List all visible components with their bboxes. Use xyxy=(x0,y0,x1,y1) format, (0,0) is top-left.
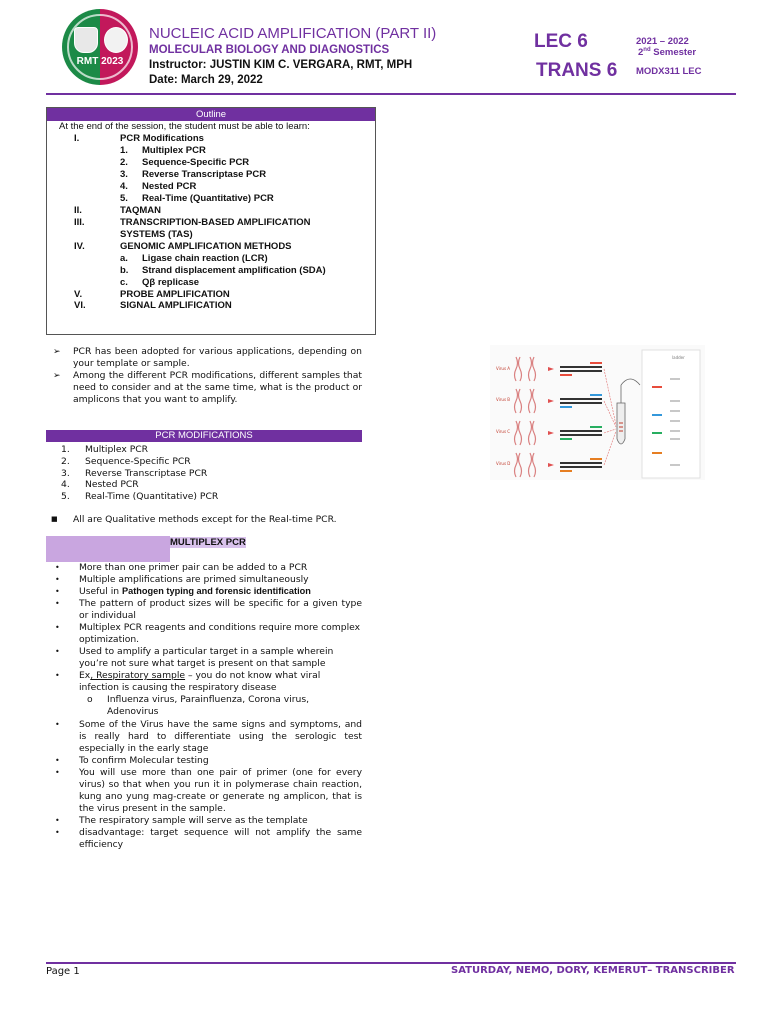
list-item: Multiplex PCR xyxy=(85,444,149,455)
bullet-text: The respiratory sample will serve as the template xyxy=(79,815,308,826)
bullet-icon: • xyxy=(55,575,60,584)
bullet-text: disadvantage: target sequence will not amplify the same efficiency xyxy=(79,827,362,850)
bullet-icon: • xyxy=(55,720,60,729)
row-label: Virus B xyxy=(496,397,511,402)
outline-item: PROBE AMPLIFICATION xyxy=(120,289,230,300)
bullet-text: More than one primer pair can be added to a PCR xyxy=(79,562,308,573)
outline-item: SYSTEMS (TAS) xyxy=(120,229,193,240)
list-num: 1. xyxy=(61,444,70,455)
outline-item: SIGNAL AMPLIFICATION xyxy=(120,300,232,311)
pcr-modifications-header: PCR MODIFICATIONS xyxy=(46,430,362,442)
outline-item: TAQMAN xyxy=(120,205,161,216)
bullet-text: Used to amplify a particular target in a sample wherein you’re not sure what target is present on that sample xyxy=(79,646,334,669)
outline-item: GENOMIC AMPLIFICATION METHODS xyxy=(120,241,292,252)
intro-point: PCR has been adopted for various applications, depending on your template or sample. xyxy=(73,346,362,369)
outline-num: IV. xyxy=(74,241,85,252)
university-seal-icon xyxy=(74,27,98,53)
instructor: Instructor: JUSTIN KIM C. VERGARA, RMT, MPH xyxy=(149,59,413,71)
semester: 2nd Semester xyxy=(638,47,697,59)
list-num: 5. xyxy=(61,491,70,502)
bullet-text: Multiplex PCR reagents and conditions require more complex optimization. xyxy=(79,622,361,645)
outline-num: b. xyxy=(120,265,129,276)
bullet-icon: • xyxy=(55,599,60,608)
section-highlight xyxy=(46,536,170,562)
intro-point: Among the different PCR modifications, different samples that need to consider and at the same time, what is the product or amplicons that you want to amplify. xyxy=(73,370,362,405)
list-item: Reverse Transcriptase PCR xyxy=(85,468,208,479)
footer-divider xyxy=(46,962,736,964)
bullet-icon: • xyxy=(55,587,60,596)
row-label: Virus A xyxy=(496,366,511,371)
outline-num: a. xyxy=(120,253,128,264)
lecture-number: LEC 6 xyxy=(534,31,588,52)
list-item: Nested PCR xyxy=(85,479,139,490)
outline-item: Nested PCR xyxy=(142,181,197,192)
outline-num: 3. xyxy=(120,169,128,180)
list-num: 3. xyxy=(61,468,70,479)
bullet-text: You will use more than one pair of primer (one for every virus) so that when you run it in polymerase chain reaction, kung ano yung mag-create or generate ng amplicon, that is the virus present in the sample. xyxy=(79,767,362,814)
bullet-icon: • xyxy=(55,647,60,656)
outline-num: 1. xyxy=(120,145,128,156)
bullet-text: Ex, Respiratory sample – you do not know what viral infection is causing the respiratory disease xyxy=(79,670,321,693)
list-item: Real-Time (Quantitative) PCR xyxy=(85,491,219,502)
outline-num: VI. xyxy=(74,300,86,311)
outline-item: TRANSCRIPTION-BASED AMPLIFICATION xyxy=(120,217,311,228)
bullet-text: To confirm Molecular testing xyxy=(79,755,209,766)
row-label: Virus D xyxy=(496,461,511,466)
qualitative-note: All are Qualitative methods except for the Real-time PCR. xyxy=(73,514,337,525)
outline-item: Ligase chain reaction (LCR) xyxy=(142,253,268,264)
gel-lane-label: ladder xyxy=(672,355,685,360)
logo-text: RMT 2023 xyxy=(76,56,124,67)
bullet-text: Multiple amplifications are primed simultaneously xyxy=(79,574,309,585)
outline-item: Strand displacement amplification (SDA) xyxy=(142,265,326,276)
outline-item: Qβ replicase xyxy=(142,277,200,288)
bullet-icon: • xyxy=(55,828,60,837)
multiplex-pcr-header: MULTIPLEX PCR xyxy=(170,537,246,548)
list-num: 2. xyxy=(61,456,70,467)
college-seal-icon xyxy=(104,27,128,53)
list-num: 4. xyxy=(61,479,70,490)
multiplex-pcr-figure xyxy=(490,345,705,480)
multiplex-pcr-diagram xyxy=(490,345,705,480)
course-code: MODX311 LEC xyxy=(636,66,702,77)
outline-item: Multiplex PCR xyxy=(142,145,206,156)
outline-item: PCR Modifications xyxy=(120,133,204,144)
university-logo xyxy=(62,9,138,85)
bullet-icon: • xyxy=(55,623,60,632)
arrow-bullet-icon: ➢ xyxy=(53,371,61,381)
course-name: MOLECULAR BIOLOGY AND DIAGNOSTICS xyxy=(149,44,390,56)
bullet-icon: • xyxy=(55,816,60,825)
transcription-number: TRANS 6 xyxy=(536,60,618,81)
outline-item: Reverse Transcriptase PCR xyxy=(142,169,267,180)
outline-header: Outline xyxy=(47,108,375,121)
outline-item: Real-Time (Quantitative) PCR xyxy=(142,193,274,204)
outline-num: III. xyxy=(74,217,85,228)
outline-num: 4. xyxy=(120,181,128,192)
outline-num: c. xyxy=(120,277,128,288)
arrow-bullet-icon: ➢ xyxy=(53,347,61,357)
bullet-text: Useful in Pathogen typing and forensic identification xyxy=(79,586,311,597)
academic-year: 2021 – 2022 xyxy=(636,36,689,47)
sub-bullet-text: Influenza virus, Parainfluenza, Corona virus, Adenovirus xyxy=(107,694,310,717)
transcriber-credit: SATURDAY, NEMO, DORY, KEMERUT– TRANSCRIBER xyxy=(451,965,735,976)
header-divider xyxy=(46,93,736,95)
lecture-date: Date: March 29, 2022 xyxy=(149,74,263,86)
outline-num: V. xyxy=(74,289,83,300)
outline-num: II. xyxy=(74,205,82,216)
page-number: Page 1 xyxy=(46,966,80,977)
bullet-icon: • xyxy=(55,756,60,765)
row-label: Virus C xyxy=(496,429,511,434)
outline-intro: At the end of the session, the student must be able to learn: xyxy=(59,121,310,132)
outline-num: I. xyxy=(74,133,80,144)
square-bullet-icon: ■ xyxy=(51,515,58,523)
bullet-text: The pattern of product sizes will be specific for a given type or individual xyxy=(79,598,362,621)
bullet-text: Some of the Virus have the same signs and symptoms, and is really hard to differentiate using the serologic test especially in the early stage xyxy=(79,719,362,754)
outline-item: Sequence-Specific PCR xyxy=(142,157,250,168)
sub-bullet-marker: o xyxy=(87,694,93,705)
bullet-icon: • xyxy=(55,671,60,680)
list-item: Sequence-Specific PCR xyxy=(85,456,191,467)
bullet-icon: • xyxy=(55,768,60,777)
bullet-icon: • xyxy=(55,563,60,572)
outline-num: 2. xyxy=(120,157,128,168)
outline-num: 5. xyxy=(120,193,128,204)
document-title: NUCLEIC ACID AMPLIFICATION (PART II) xyxy=(149,25,437,42)
